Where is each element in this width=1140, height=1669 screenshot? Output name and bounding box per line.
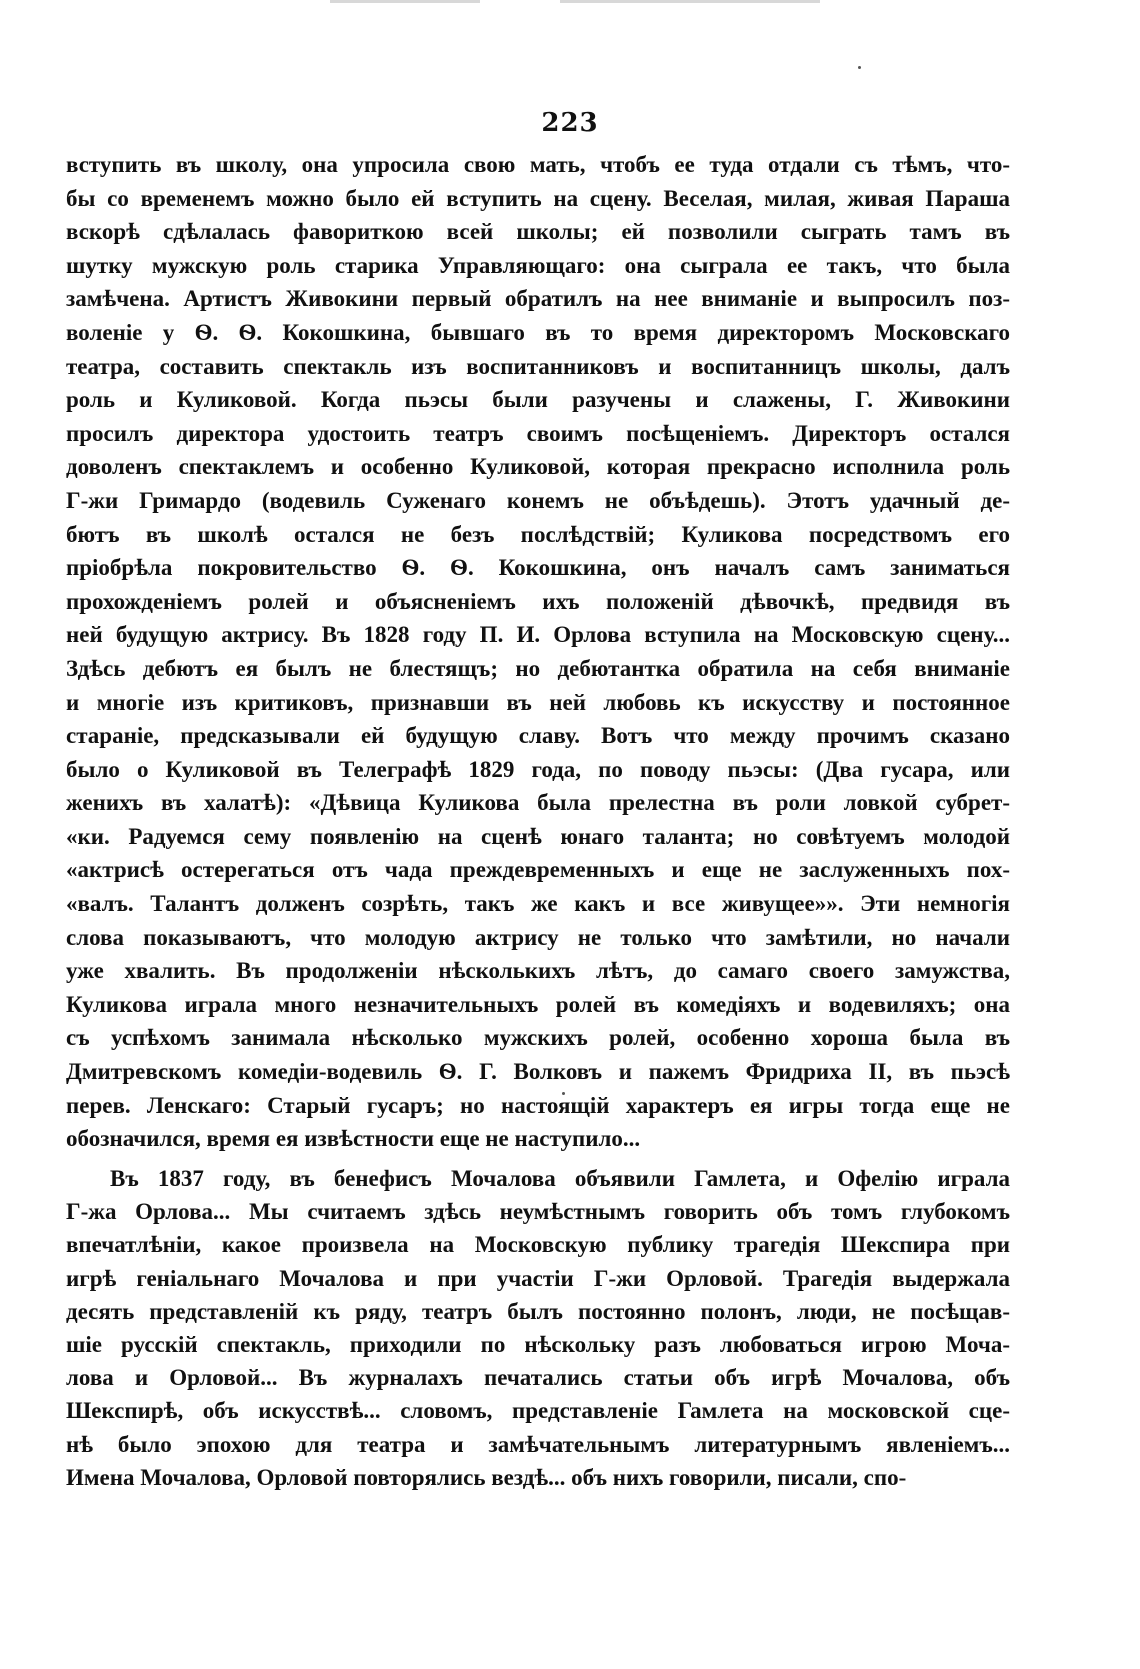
text-line: десять представленій къ ряду, театръ былъ постоянно полонъ, люди, не посѣщав- [66, 1298, 1010, 1324]
text-line: лова и Орловой... Въ журналахъ печатались статьи объ игрѣ Мочалова, объ [66, 1365, 1010, 1391]
text-line: прохожденіемъ ролей и объясненіемъ ихъ положеній дѣвочкѣ, предвидя въ [66, 588, 1010, 614]
text-line: Дмитревскомъ комедіи-водевиль Ѳ. Г. Волковъ и пажемъ Фридриха II, въ пьэсѣ [66, 1059, 1010, 1085]
text-line: игрѣ геніальнаго Мочалова и при участіи Г-жи Орловой. Трагедія выдержала [66, 1265, 1010, 1291]
text-line: Куликова играла много незначительныхъ ролей въ комедіяхъ и водевиляхъ; она [66, 991, 1010, 1017]
paragraph-1 [66, 148, 1010, 1156]
text-line: слова показываютъ, что молодую актрису не только что замѣтили, но начали [66, 924, 1010, 950]
text-line: замѣчена. Артистъ Живокини первый обратилъ на нее вниманіе и выпросилъ поз- [66, 286, 1010, 312]
text-line: «валъ. Талантъ долженъ созрѣть, такъ же какъ и все живущее»». Эти немногія [66, 891, 1010, 917]
text-line: «ки. Радуемся сему появленію на сценѣ юнаго таланта; но совѣтуемъ молодой [66, 823, 1010, 849]
text-line: было о Куликовой въ Телеграфѣ 1829 года, по поводу пьэсы: (Два гусара, или [66, 756, 1010, 782]
text-line: уже хвалить. Въ продолженіи нѣсколькихъ лѣтъ, до самаго своего замужства, [66, 958, 1010, 984]
speck [858, 66, 861, 69]
text-line: съ успѣхомъ занимала нѣсколько мужскихъ ролей, особенно хороша была въ [66, 1025, 1010, 1051]
scan-artifact-top-right [560, 0, 820, 3]
text-line: бы со временемъ можно было ей вступить на сцену. Веселая, милая, живая Параша [66, 185, 1010, 211]
page-number: 223 [541, 108, 599, 138]
text-line: пріобрѣла покровительство Ѳ. Ѳ. Кокошкина, онъ началъ самъ заниматься [66, 555, 1010, 581]
paragraph-2 [66, 1162, 1010, 1494]
text-line: нѣ было эпохою для театра и замѣчательнымъ литературнымъ явленіемъ... [66, 1431, 1010, 1457]
text-line: перев. Ленскаго: Старый гусаръ; но настоящій характеръ ея игры тогда еще не [66, 1092, 1010, 1118]
text-line: вскорѣ сдѣлалась фавориткою всей школы; ей позволили сыграть тамъ въ [66, 219, 1010, 245]
text-line: ней будущую актрису. Въ 1828 году П. И. Орлова вступила на Московскую сцену... [66, 622, 1010, 648]
text-line: роль и Куликовой. Когда пьэсы были разучены и слажены, Г. Живокини [66, 387, 1010, 413]
text-line: просилъ директора удостоить театръ своимъ посѣщеніемъ. Директоръ остался [66, 420, 1010, 446]
text-line: Г-жи Гримардо (водевиль Суженаго конемъ не объѣдешь). Этотъ удачный де- [66, 487, 1010, 513]
text-line: Г-жа Орлова... Мы считаемъ здѣсь неумѣстнымъ говорить объ томъ глубокомъ [66, 1199, 1010, 1225]
scan-artifact-top-left [330, 0, 480, 3]
text-line: бютъ въ школѣ остался не безъ послѣдствій; Куликова посредствомъ его [66, 521, 1010, 547]
text-line: Шекспирѣ, объ искусствѣ... словомъ, представленіе Гамлета на московской сце- [66, 1398, 1010, 1424]
text-line: обозначился, время ея извѣстности еще не наступило... [66, 1126, 641, 1152]
text-line: театра, составить спектакль изъ воспитанниковъ и воспитанницъ школы, далъ [66, 353, 1010, 379]
text-line: шутку мужскую роль старика Управляющаго: она сыграла ее такъ, что была [66, 252, 1010, 278]
text-line: Въ 1837 году, въ бенефисъ Мочалова объявили Гамлета, и Офелію играла [110, 1166, 1010, 1191]
text-line: и многіе изъ критиковъ, признавши въ ней любовь къ искусству и постоянное [66, 689, 1010, 715]
text-line: стараніе, предсказывали ей будущую славу. Вотъ что между прочимъ сказано [66, 723, 1010, 749]
text-line: воленіе у Ѳ. Ѳ. Кокошкина, бывшаго въ то время директоромъ Московскаго [66, 319, 1010, 345]
text-line: вступить въ школу, она упросила свою мать, чтобъ ее туда отдали съ тѣмъ, что- [66, 152, 1010, 177]
text-line: Здѣсь дебютъ ея былъ не блестящъ; но дебютантка обратила на себя вниманіе [66, 655, 1010, 681]
text-line: доволенъ спектаклемъ и особенно Куликовой, которая прекрасно исполнила роль [66, 454, 1010, 480]
text-line: шіе русскій спектакль, приходили по нѣскольку разъ любоваться игрою Моча- [66, 1331, 1010, 1357]
text-line: впечатлѣніи, какое произвела на Московскую публику трагедія Шекспира при [66, 1232, 1010, 1258]
text-line: «актрисѣ остерегаться отъ чада преждевременныхъ и еще не заслуженныхъ пох- [66, 857, 1010, 883]
text-line: женихъ въ халатѣ): «Дѣвица Куликова была прелестна въ роли ловкой субрет- [66, 790, 1010, 816]
text-line: Имена Мочалова, Орловой повторялись вездѣ... объ нихъ говорили, писали, спо- [66, 1464, 907, 1490]
